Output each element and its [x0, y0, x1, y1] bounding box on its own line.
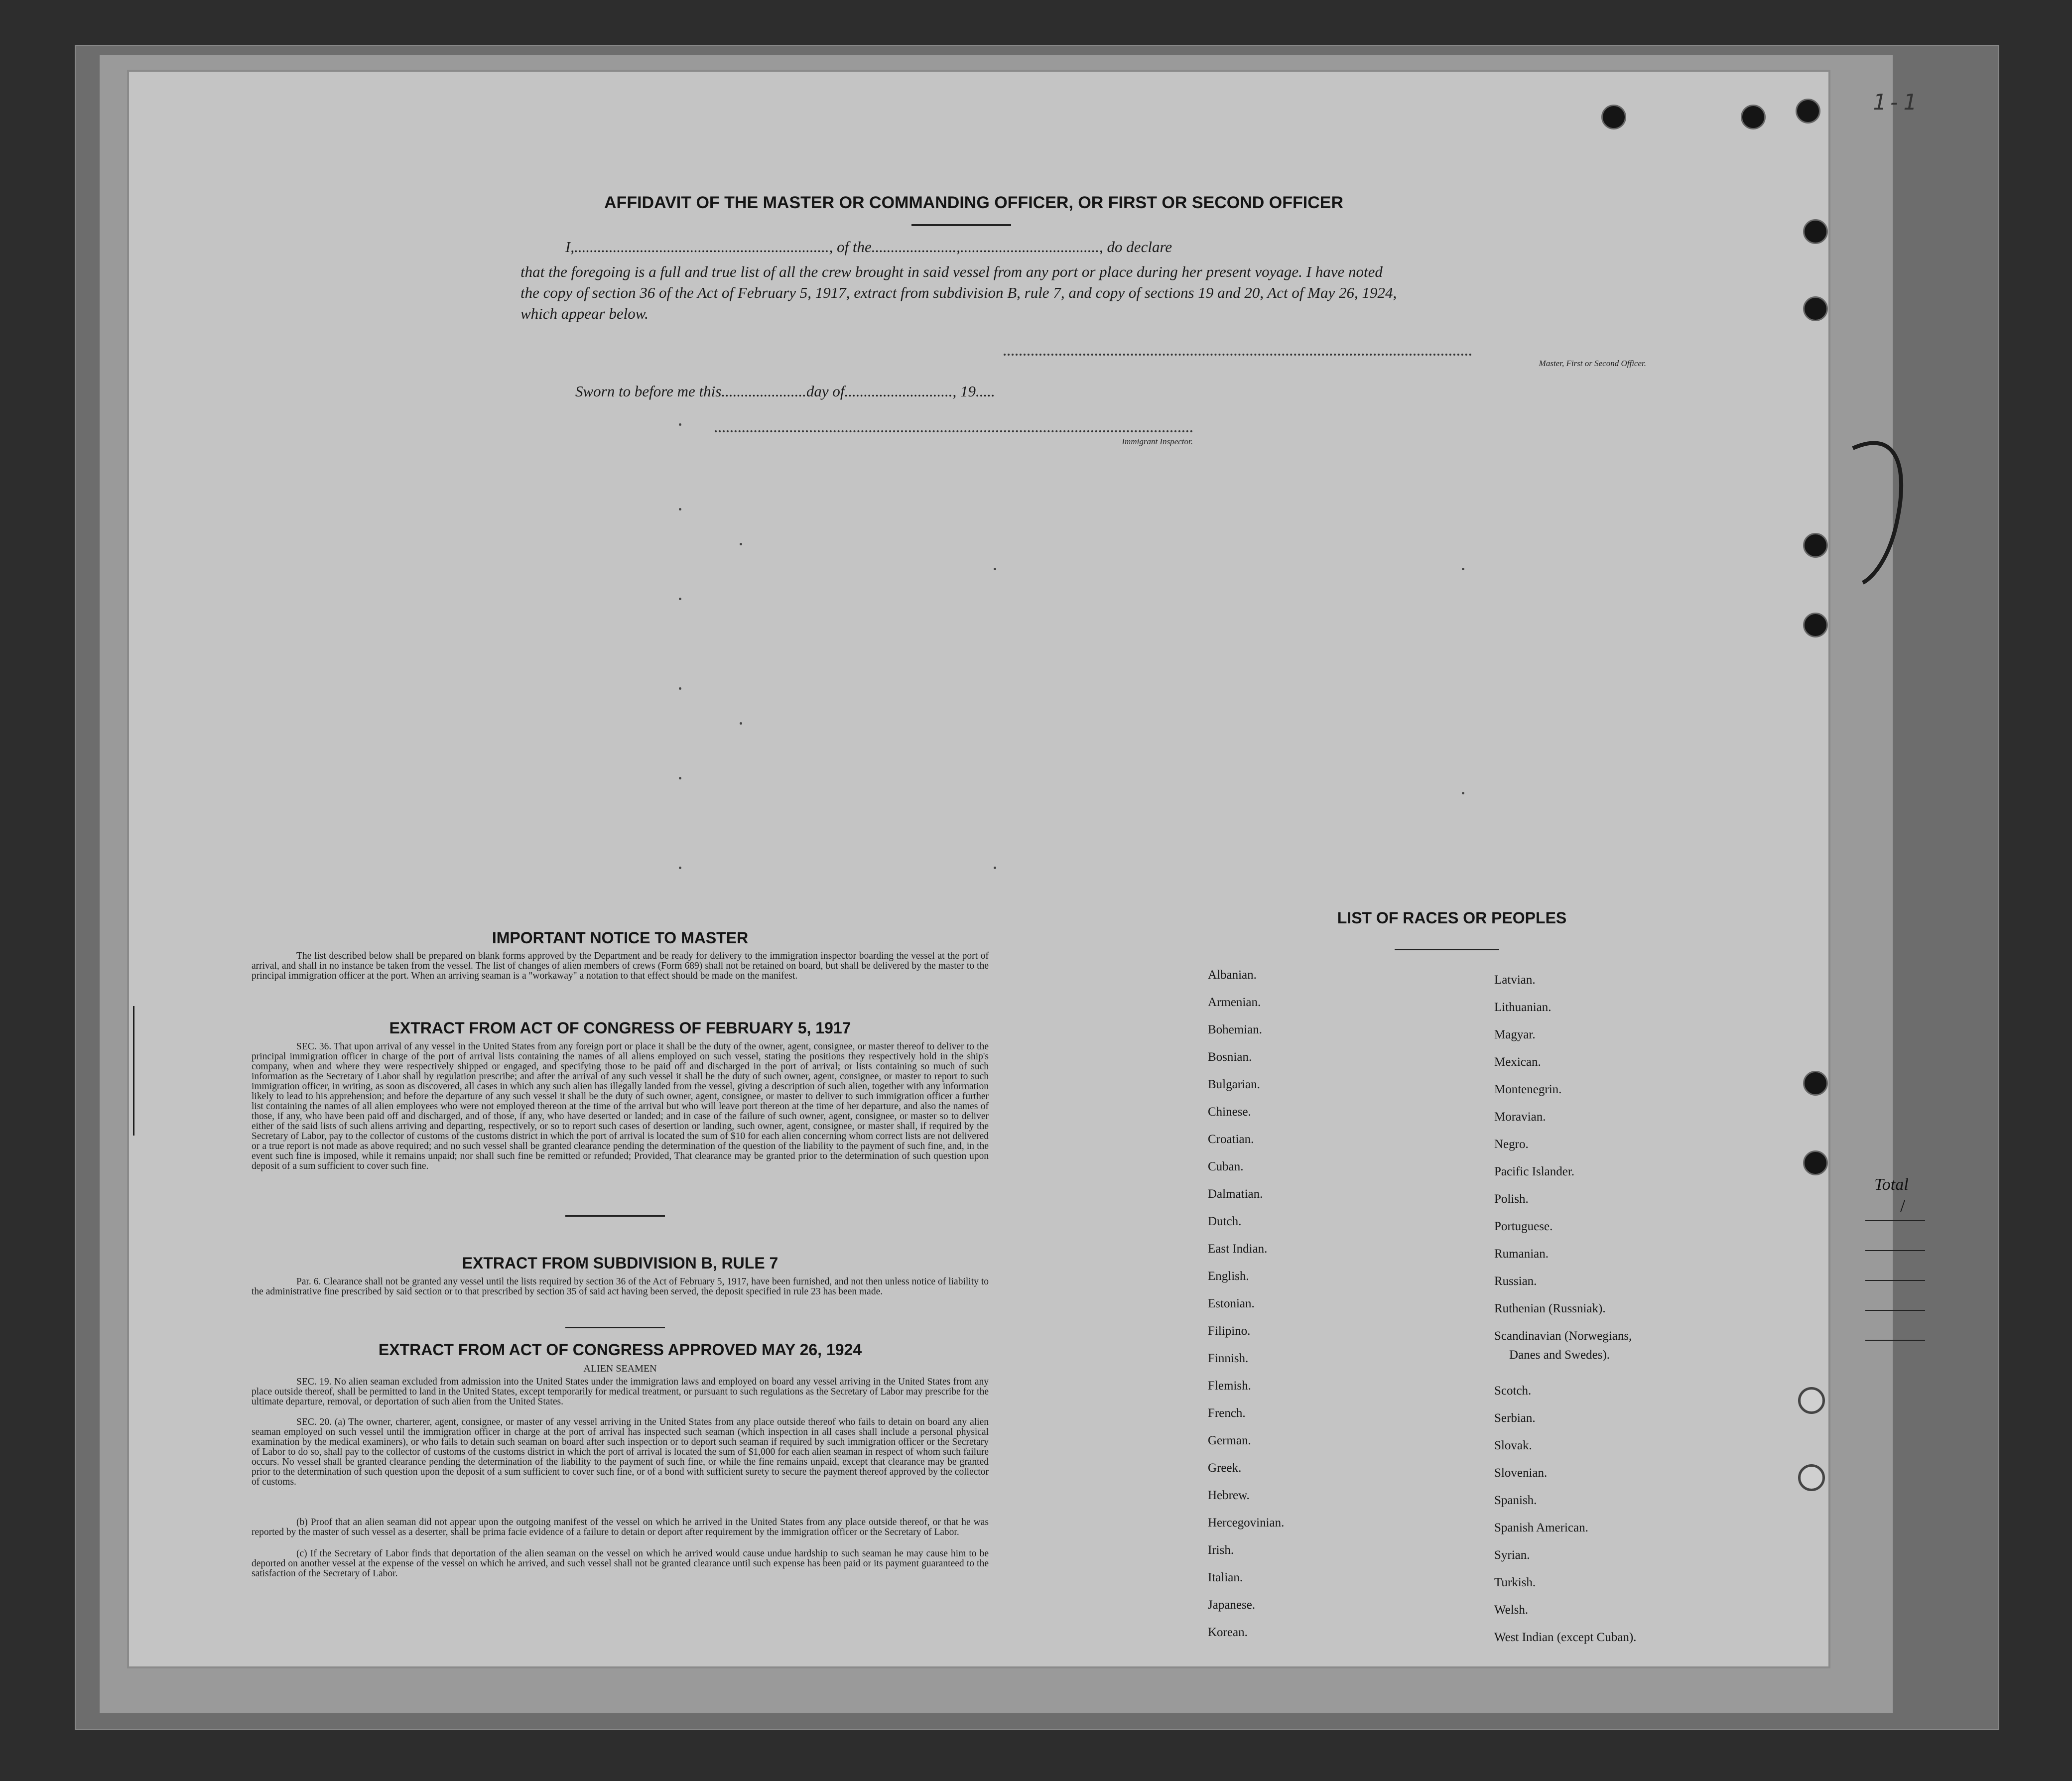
race-item: Moravian. — [1494, 1110, 1546, 1124]
divider — [1395, 949, 1499, 950]
race-item: Serbian. — [1494, 1411, 1536, 1425]
section-20b-text: (b) Proof that an alien seaman did not appear upon the outgoing manifest of the vessel on which he arrived in the United States from any place outside thereof, or that he was reported by the master of such vessel as a deserter, shall be prima facie evidence of a failure to detain or deport after requirement by the immigration officer or the Secretary of Labor. — [252, 1517, 989, 1537]
bleed-dot — [1462, 568, 1464, 570]
race-item: Greek. — [1208, 1461, 1242, 1475]
punch-hole — [1601, 105, 1626, 129]
race-item: Bulgarian. — [1208, 1078, 1260, 1091]
race-item: Russian. — [1494, 1274, 1537, 1288]
race-item: Bosnian. — [1208, 1050, 1252, 1064]
handwritten-loop — [1843, 428, 1913, 588]
race-item: Dutch. — [1208, 1215, 1242, 1228]
affidavit-title: AFFIDAVIT OF THE MASTER OR COMMANDING OFFICER, OR FIRST OR SECOND OFFICER — [604, 193, 1343, 212]
punch-hole — [1796, 99, 1820, 124]
race-item: Pacific Islander. — [1494, 1165, 1575, 1178]
race-item: Flemish. — [1208, 1379, 1251, 1393]
subdivision-title: EXTRACT FROM SUBDIVISION B, RULE 7 — [462, 1254, 778, 1272]
race-item: Chinese. — [1208, 1105, 1251, 1119]
race-item: Latvian. — [1494, 973, 1536, 987]
bleed-dot — [679, 777, 681, 779]
race-item: Albanian. — [1208, 968, 1257, 982]
race-item: Finnish. — [1208, 1352, 1249, 1365]
race-item: English. — [1208, 1270, 1249, 1283]
race-item: Armenian. — [1208, 996, 1261, 1009]
bleed-dot — [679, 508, 681, 510]
punch-hole — [1741, 105, 1766, 129]
bleed-dot — [1462, 792, 1464, 794]
inspector-caption: Immigrant Inspector. — [1122, 437, 1193, 446]
race-item: Scotch. — [1494, 1384, 1532, 1398]
punch-hole — [1803, 533, 1828, 558]
race-item: Slovenian. — [1494, 1466, 1548, 1480]
manifest-page — [127, 70, 1830, 1668]
race-item: Danes and Swedes). — [1509, 1348, 1610, 1362]
subdivision-text: Par. 6. Clearance shall not be granted any vessel until the lists required by section 36 of the Act of February 5, 1917, have been furnished, and not then unless notice of liability to the administrative fine prescribed by said section or to that prescribed by section 35 of said act having been served, the deposit specified in rule 23 has been made. — [252, 1276, 989, 1297]
race-item: Lithuanian. — [1494, 1001, 1552, 1014]
affidavit-line: that the foregoing is a full and true list of all the crew brought in said vessel from any port or place during her present voyage. I have noted — [520, 263, 1383, 280]
sworn-line: Sworn to before me this......................day of............................, 19..... — [575, 382, 995, 400]
tally-line — [1865, 1340, 1925, 1341]
race-item: West Indian (except Cuban). — [1494, 1631, 1637, 1644]
total-mark: / — [1900, 1196, 1906, 1216]
race-item: Portuguese. — [1494, 1220, 1553, 1233]
race-item: Montenegrin. — [1494, 1083, 1562, 1096]
race-item: Japanese. — [1208, 1598, 1256, 1612]
notice-title: IMPORTANT NOTICE TO MASTER — [492, 929, 749, 947]
race-item: Dalmatian. — [1208, 1187, 1263, 1201]
affidavit-line: the copy of section 36 of the Act of February 5, 1917, extract from subdivision B, rule 7, and copy of sections 19 and 20, Act of May 26, 1924, — [520, 284, 1397, 301]
signature-caption: Master, First or Second Officer. — [1539, 359, 1646, 368]
tally-line — [1865, 1280, 1925, 1281]
extract-1924-subtitle: ALIEN SEAMEN — [583, 1363, 657, 1374]
race-item: German. — [1208, 1434, 1251, 1447]
race-item: Ruthenian (Russniak). — [1494, 1302, 1606, 1315]
races-title: LIST OF RACES OR PEOPLES — [1337, 909, 1567, 927]
bleed-dot — [740, 543, 742, 545]
race-item: Italian. — [1208, 1571, 1243, 1584]
tally-line — [1865, 1310, 1925, 1311]
race-item: Spanish. — [1494, 1494, 1537, 1507]
race-item: Welsh. — [1494, 1603, 1529, 1617]
race-item: Irish. — [1208, 1543, 1234, 1557]
punch-hole — [1803, 613, 1828, 637]
race-item: Estonian. — [1208, 1297, 1255, 1310]
extract-1924-title: EXTRACT FROM ACT OF CONGRESS APPROVED MAY 26, 1924 — [378, 1341, 862, 1359]
race-item: Croatian. — [1208, 1133, 1254, 1146]
affidavit-line: which appear below. — [520, 305, 648, 322]
inspector-signature-line — [715, 430, 1193, 432]
punch-hole — [1803, 219, 1828, 244]
section-20a-text: SEC. 20. (a) The owner, charterer, agent, consignee, or master of any vessel arriving in the United States from any place outside thereof who fails to detain on board any alien seaman employed on such vessel until the immigration officer in charge at the port of arrival has inspected such seaman (which inspection in all cases shall include a personal physical examination by the medical examiners), or who fails to detain such seaman on board after such inspection or to deport such seaman if required by such immigration officer or the Secretary of Labor to do so, shall pay to the collector of customs of the customs district in which the port of arrival is located the sum of $1,000 for each alien seaman in respect of whom such failure occurs. No vessel shall be granted clearance pending the determination of the liability to the payment of such fine, or while the fine remains unpaid, except that clearance may be granted prior to the determination of such question upon the deposit of a sum sufficient to cover such fine, or of a bond with sufficient surety to secure the payment thereof approved by the collector of customs. — [252, 1417, 989, 1487]
notice-text: The list described below shall be prepared on blank forms approved by the Department and be ready for delivery to the immigration inspector boarding the vessel at the port of arrival, and shall in no instance be taken from the vessel. The list of changes of alien members of crews (Form 689) shall not be retained on board, but shall be delivered by the master to the principal immigration officer at the port. When an arriving seaman is a "workaway" a notation to that effect should be made on the manifest. — [252, 951, 989, 981]
race-item: Hebrew. — [1208, 1489, 1250, 1502]
bleed-dot — [679, 867, 681, 869]
bleed-dot — [994, 867, 996, 869]
margin-bar — [133, 1006, 134, 1136]
race-item: Bohemian. — [1208, 1023, 1263, 1036]
race-item: Hercegovinian. — [1208, 1516, 1285, 1529]
race-item: Turkish. — [1494, 1576, 1536, 1589]
races-left-column — [1208, 961, 1284, 1646]
bleed-dot — [679, 687, 681, 690]
divider — [911, 224, 1011, 226]
section-20c-text: (c) If the Secretary of Labor finds that deportation of the alien seaman on the vessel on which he arrived would cause undue hardship to such seaman he may cause him to be deported on another vessel at the expense of the vessel on which he arrived, and such vessel shall not be granted clearance until such expense has been paid or its payment guaranteed to the satisfaction of the Secretary of Labor. — [252, 1548, 989, 1579]
affidavit-line: I,.................................................................., of the......................,...................................., do declare — [565, 238, 1172, 255]
divider — [565, 1215, 665, 1217]
bleed-dot — [994, 568, 996, 570]
race-item: Negro. — [1494, 1138, 1529, 1151]
race-item: Scandinavian (Norwegians, — [1494, 1329, 1632, 1343]
race-item: Slovak. — [1494, 1439, 1532, 1452]
race-item: Korean. — [1208, 1626, 1248, 1639]
punch-hole — [1798, 1387, 1825, 1414]
races-right-column — [1494, 966, 1636, 1651]
bleed-dot — [679, 423, 681, 426]
divider — [565, 1327, 665, 1328]
race-item: Syrian. — [1494, 1548, 1530, 1562]
race-item: Filipino. — [1208, 1324, 1251, 1338]
tally-line — [1865, 1220, 1925, 1221]
total-label: Total — [1874, 1175, 1909, 1194]
punch-hole — [1803, 1071, 1828, 1096]
bleed-dot — [679, 598, 681, 600]
punch-hole — [1803, 296, 1828, 321]
extract-1917-text: SEC. 36. That upon arrival of any vessel in the United States from any foreign port or place it shall be the duty of the owner, agent, consignee, or master thereof to deliver to the principal immigration officer in charge of the port of arrival lists containing the names of all aliens employed on such vessel, stating the positions they respectively hold in the ship's company, when and where they were respectively shipped or engaged, and specifying those to be paid off and discharged in the port of arrival; or lists containing so much of such information as the Secretary of Labor shall by regulation prescribe; and after the arrival of any such vessel it shall be the duty of such owner, agent, consignee, or master to report to such immigration officer, in writing, as soon as discovered, all cases in which any such alien has illegally landed from the vessel, giving a description of such alien, together with any information likely to lead to his apprehension; and before the departure of any such vessel it shall be the duty of such owner, agent, consignee, or master to deliver to such immigration officer a further list containing the names of all alien employees who were not employed thereon at the time of the arrival but who will leave port thereon at the time of her departure, and also the names of those, if any, who have been paid off and discharged, and of those, if any, who have deserted or landed; and in case of the failure of such owner, agent, consignee, or master so to deliver either of the said lists of such aliens arriving and departing, respectively, or so to report such cases of desertion or landing, such owner, agent, consignee, or master shall, if required by the Secretary of Labor, pay to the collector of customs of the customs district in which the port of arrival is located the sum of $10 for each alien concerning whom correct lists are not delivered or a true report is not made as above required; and no such vessel shall be granted clearance pending the determination of the question of the liability to the payment of such fine, and, in the event such fine is imposed, while it remains unpaid; nor shall such fine be remitted or refunded; Provided, That clearance may be granted prior to the determination of such question upon deposit of a sum sufficient to cover such fine. — [252, 1041, 989, 1171]
race-item: French. — [1208, 1406, 1246, 1420]
race-item: Polish. — [1494, 1192, 1529, 1206]
extract-1917-title: EXTRACT FROM ACT OF CONGRESS OF FEBRUARY 5, 1917 — [389, 1019, 851, 1037]
punch-hole — [1803, 1150, 1828, 1175]
signature-line — [1004, 354, 1472, 356]
race-item: Cuban. — [1208, 1160, 1244, 1173]
race-item: Mexican. — [1494, 1055, 1541, 1069]
race-item: East Indian. — [1208, 1242, 1268, 1256]
race-item: Spanish American. — [1494, 1521, 1588, 1534]
race-item: Magyar. — [1494, 1028, 1536, 1041]
punch-hole — [1798, 1464, 1825, 1491]
section-19-text: SEC. 19. No alien seaman excluded from admission into the United States under the immigration laws and employed on board any vessel arriving in the United States from any place outside thereof, shall be permitted to land in the United States, except temporarily for medical treatment, or pursuant to such regulations as the Secretary of Labor may prescribe for the ultimate departure, removal, or deportation of such alien from the United States. — [252, 1377, 989, 1407]
corner-mark: 1-1 — [1873, 90, 1919, 115]
bleed-dot — [740, 722, 742, 725]
tally-line — [1865, 1250, 1925, 1251]
race-item: Rumanian. — [1494, 1247, 1549, 1261]
